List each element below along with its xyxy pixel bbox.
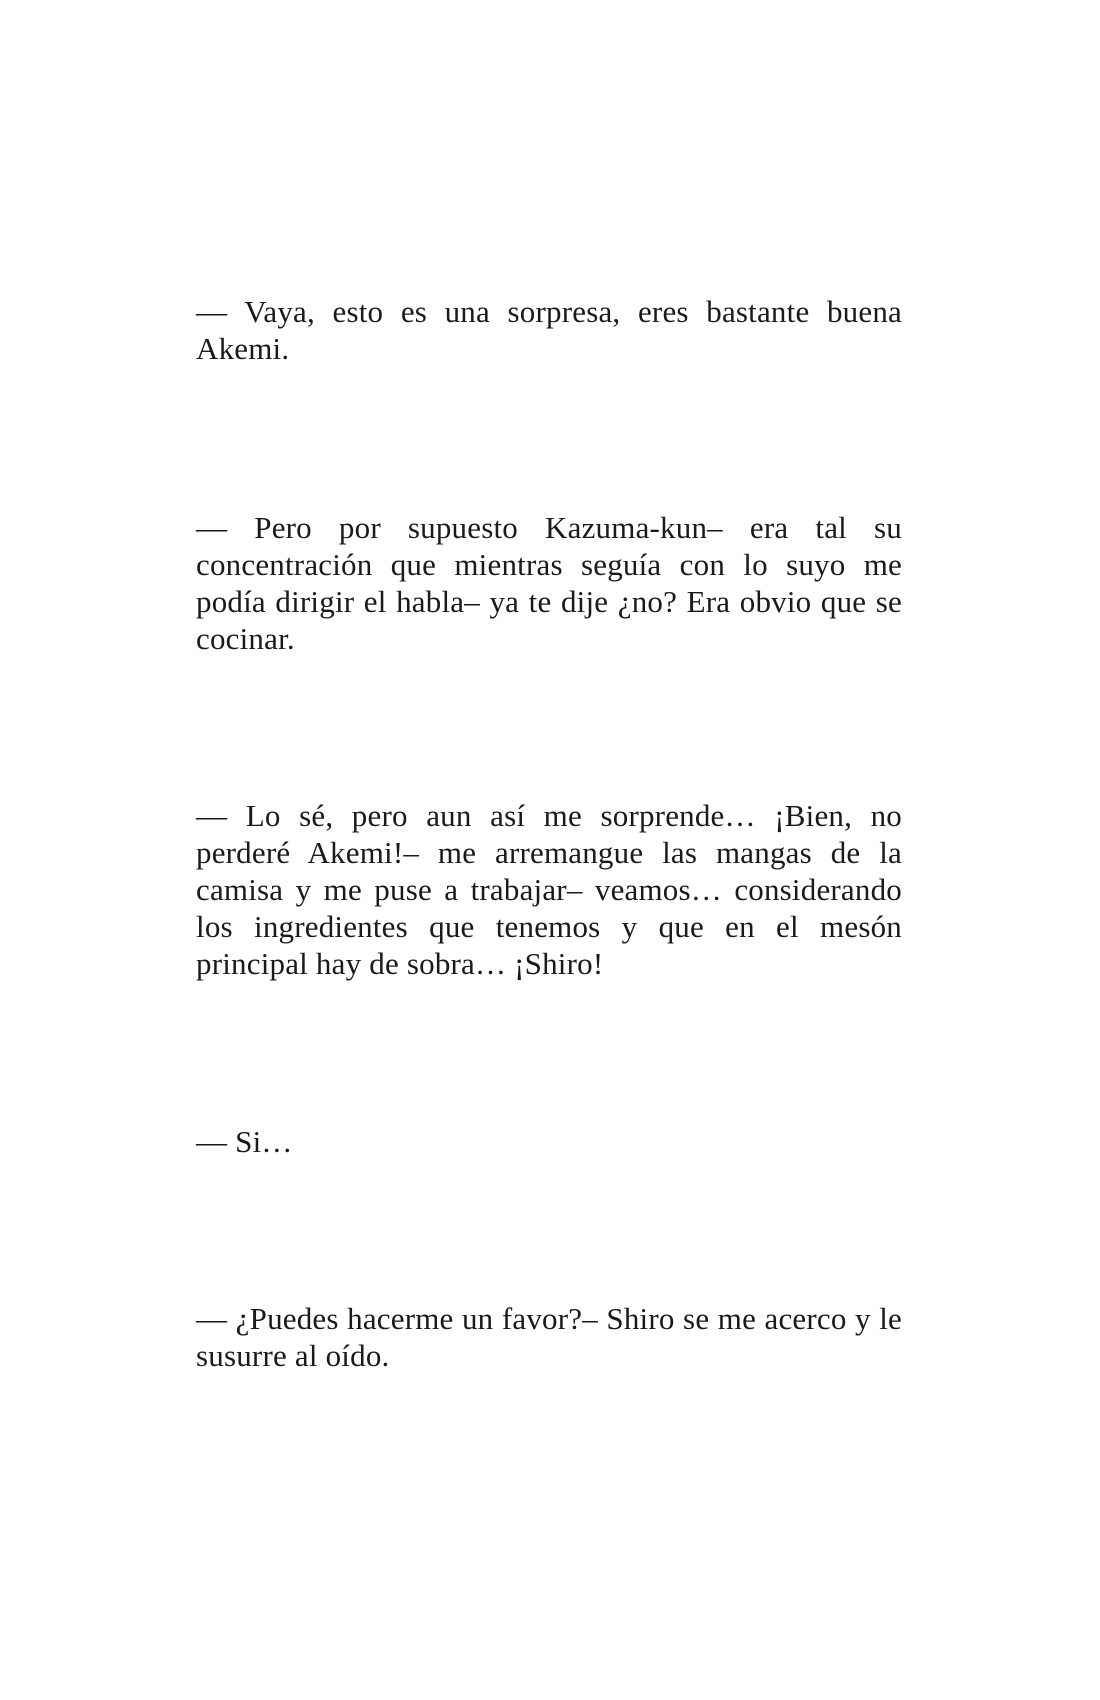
dialogue-paragraph: — Si… (196, 1124, 293, 1159)
dialogue-paragraph: — Lo sé, pero aun así me sorprende… ¡Bien, no perderé Akemi!– me arremangue las mangas de la camisa y me puse a trabajar– veamos… considerando los ingredientes que tenemos y que en el mesón principal hay de sobra… ¡Shiro! (196, 798, 902, 981)
dialogue-paragraph: — Vaya, esto es una sorpresa, eres bastante buena Akemi. (196, 294, 902, 366)
dialogue-paragraph: — Pero por supuesto Kazuma-kun– era tal su concentración que mientras seguía con lo suyo me podía dirigir el habla– ya te dije ¿no? Era obvio que se cocinar. (196, 510, 902, 656)
dialogue-paragraph: — ¿Puedes hacerme un favor?– Shiro se me acerco y le susurre al oído. (196, 1301, 902, 1373)
